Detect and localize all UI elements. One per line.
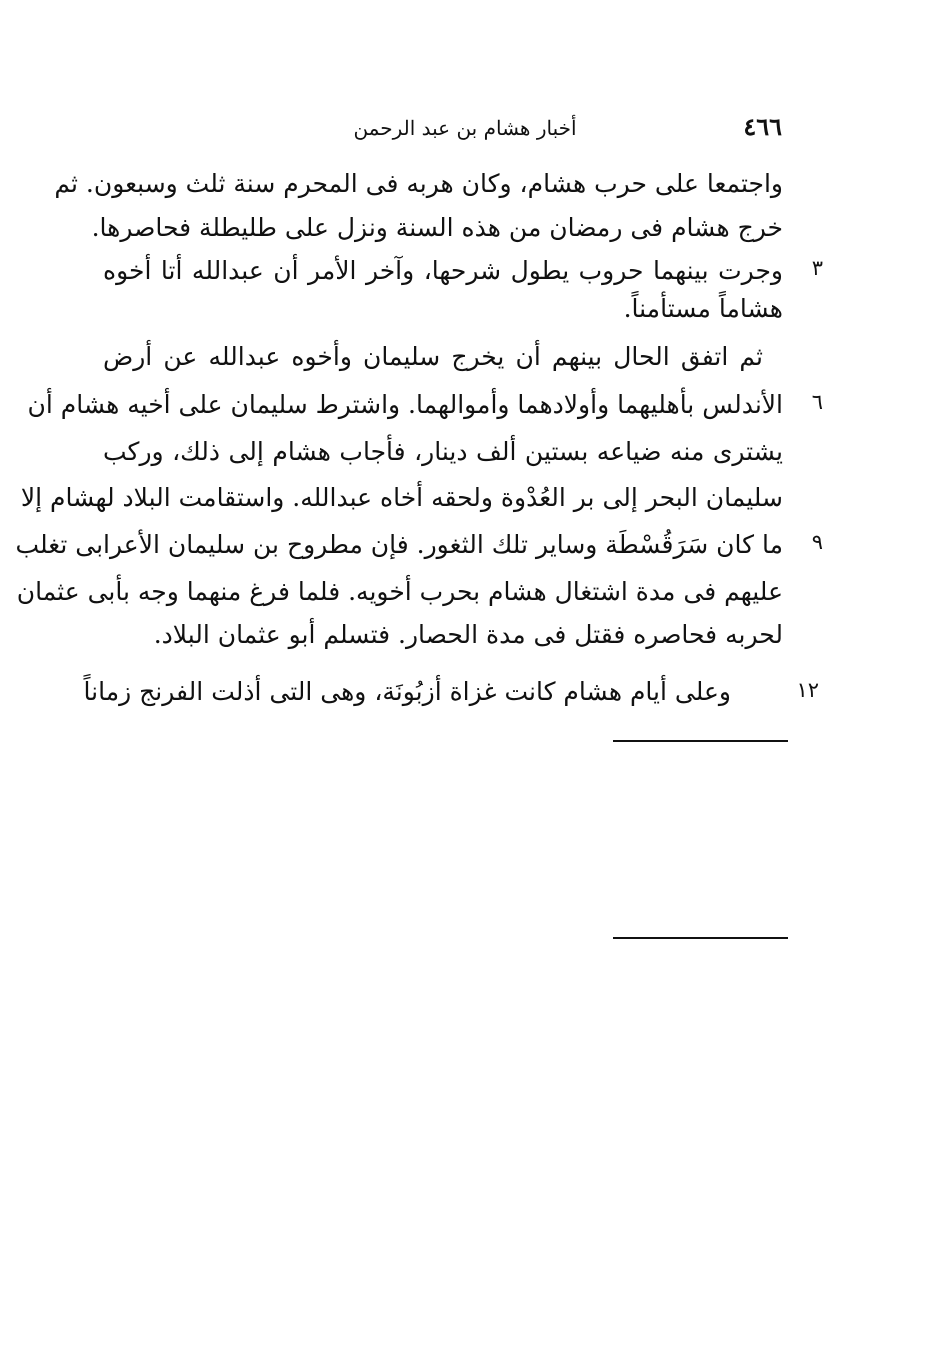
text-line: سليمان البحر إلى بر العُدْوة ولحقه أخاه عبدالله. واستقامت البلاد لهشام إلا	[20, 483, 783, 512]
text-line: وعلى أيام هشام كانت غزاة أزبُونَة، وهى التى أذلت الفرنج زماناً	[83, 677, 731, 706]
text-line: الأندلس بأهليهما وأولادهما وأموالهما. واشترط سليمان على أخيه هشام أن	[27, 390, 783, 419]
text-line: يشترى منه ضياعه بستين ألف دينار، فأجاب هشام إلى ذلك، وركب	[103, 437, 783, 466]
apparatus-rule	[613, 740, 788, 742]
text-line: خرج هشام فى رمضان من هذه السنة ونزل على طليطلة فحاصرها.	[91, 213, 783, 242]
line-number: ٩	[811, 530, 823, 554]
page-header	[100, 108, 790, 148]
text-line: ما كان سَرَقُسْطَة وساير تلك الثغور. فإن مطروح بن سليمان الأعرابى تغلب	[15, 530, 783, 559]
footnote-rule	[613, 937, 788, 939]
line-number: ٦	[811, 390, 823, 414]
text-line: عليهم فى مدة اشتغال هشام بحرب أخويه. فلما فرغ منهما وجه بأبى عثمان	[16, 577, 783, 606]
text-line: هشاماً مستأمناً.	[623, 294, 783, 323]
page-number: ٤٦٦	[743, 112, 782, 141]
text-line: وجرت بينهما حروب يطول شرحها، وآخر الأمر أن عبدالله أتا أخوه	[103, 256, 783, 285]
line-number: ٣	[811, 256, 823, 280]
text-line: لحربه فحاصره فقتل فى مدة الحصار. فتسلم أبو عثمان البلاد.	[153, 620, 783, 649]
text-line: ثم اتفق الحال بينهم أن يخرج سليمان وأخوه عبدالله عن أرض	[103, 342, 763, 371]
line-number: ١٢	[796, 678, 819, 702]
text-line: واجتمعا على حرب هشام، وكان هربه فى المحرم سنة ثلث وسبعون. ثم	[54, 169, 783, 198]
running-title: أخبار هشام بن عبد الرحمن	[353, 116, 577, 140]
